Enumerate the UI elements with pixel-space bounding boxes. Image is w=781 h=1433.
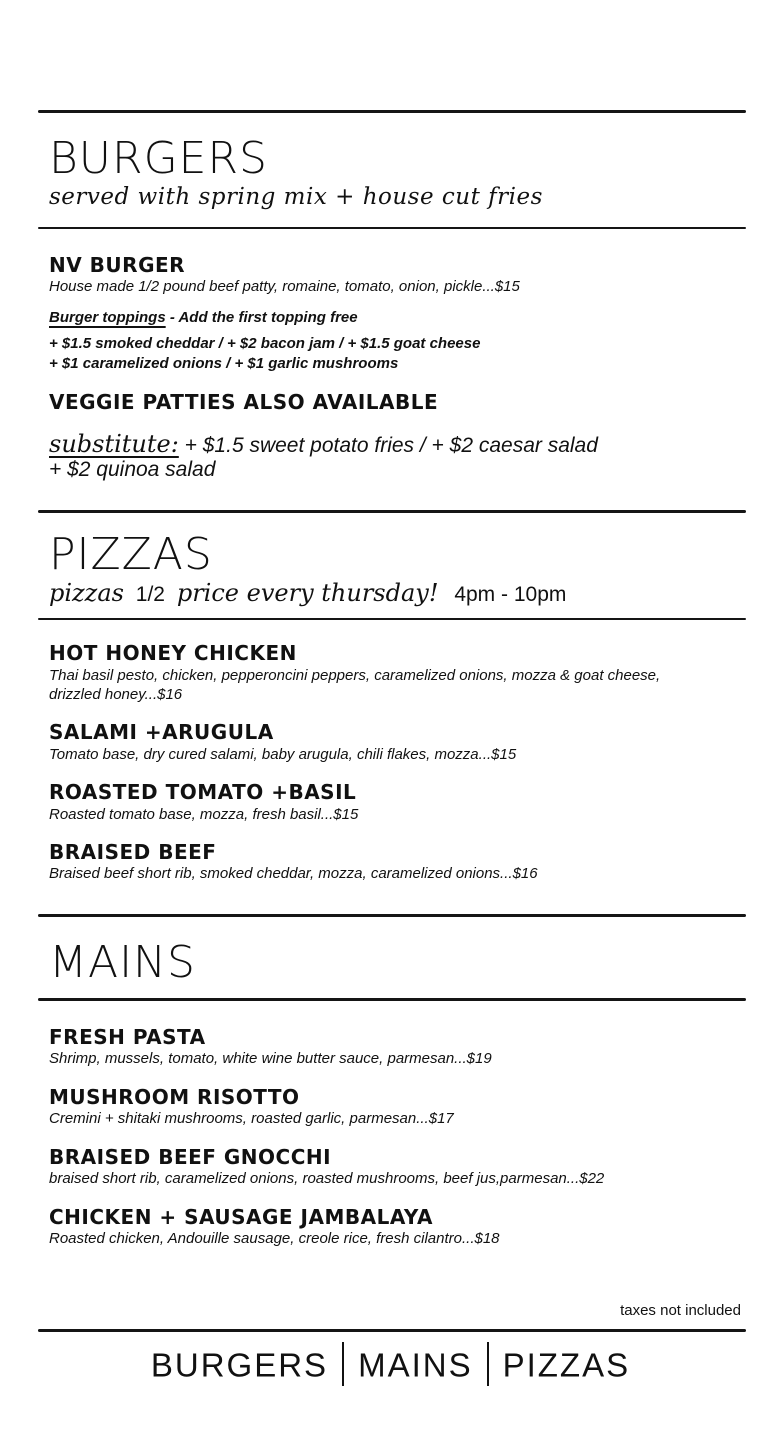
menu-item-name: ROASTED TOMATO +BASIL — [49, 780, 357, 804]
toppings-line: + $1.5 smoked cheddar / + $2 bacon jam / + $1.5 goat cheese — [49, 335, 481, 352]
menu-item-name: MUSHROOM RISOTTO — [49, 1085, 300, 1109]
substitute-options: + $2 quinoa salad — [49, 458, 216, 481]
toppings-header — [49, 309, 358, 326]
divider — [38, 1329, 746, 1332]
menu-item-description: braised short rib, caramelized onions, roasted mushrooms, beef jus,parmesan...$22 — [49, 1170, 605, 1187]
pizza-promo — [49, 579, 566, 607]
footer-nav-burgers[interactable]: BURGERS — [150, 1346, 329, 1384]
divider — [38, 227, 746, 229]
menu-item-description: Cremini + shitaki mushrooms, roasted garlic, parmesan...$17 — [49, 1110, 454, 1127]
footer-nav-mains[interactable]: MAINS — [358, 1346, 473, 1384]
menu-item-description: Shrimp, mussels, tomato, white wine butter sauce, parmesan...$19 — [49, 1050, 492, 1067]
substitute-options: + $1.5 sweet potato fries / + $2 caesar salad — [184, 434, 598, 457]
divider — [38, 618, 746, 620]
menu-item-name: BRAISED BEEF GNOCCHI — [49, 1145, 332, 1169]
toppings-line: + $1 caramelized onions / + $1 garlic mushrooms — [49, 355, 399, 372]
promo-script: pizzas — [49, 579, 124, 607]
menu-item-name: BRAISED BEEF — [49, 840, 217, 864]
menu-item-name: NV BURGER — [49, 253, 186, 277]
nav-separator — [342, 1342, 344, 1386]
divider — [38, 510, 746, 513]
promo-time: 4pm - 10pm — [454, 583, 567, 606]
toppings-note: - Add the first topping free — [169, 309, 358, 326]
toppings-label: Burger toppings — [49, 309, 166, 326]
section-title-burgers: BURGERS — [49, 133, 268, 184]
menu-item-description: Tomato base, dry cured salami, baby arugula, chili flakes, mozza...$15 — [49, 746, 517, 763]
menu-item-description: Roasted chicken, Andouille sausage, creole rice, fresh cilantro...$18 — [49, 1230, 500, 1247]
promo-half: 1/2 — [135, 583, 165, 606]
promo-script: price every thursday! — [176, 579, 439, 607]
divider — [38, 914, 746, 917]
footer-nav — [0, 1346, 781, 1390]
menu-item-name: HOT HONEY CHICKEN — [49, 641, 297, 665]
divider — [38, 998, 746, 1001]
divider — [38, 110, 746, 113]
nav-separator — [487, 1342, 489, 1386]
menu-item-description: House made 1/2 pound beef patty, romaine, tomato, onion, pickle...$15 — [49, 278, 520, 295]
menu-item-name: CHICKEN + SAUSAGE JAMBALAYA — [49, 1205, 433, 1229]
menu-item-description: Roasted tomato base, mozza, fresh basil...$15 — [49, 806, 359, 823]
menu-item-name: SALAMI +ARUGULA — [49, 720, 274, 744]
substitute-line — [49, 430, 598, 458]
taxes-note: taxes not included — [620, 1302, 741, 1319]
menu-item-name: FRESH PASTA — [49, 1025, 206, 1049]
footer-nav-pizzas[interactable]: PIZZAS — [502, 1346, 631, 1384]
menu-item-description: Braised beef short rib, smoked cheddar, mozza, caramelized onions...$16 — [49, 865, 538, 882]
section-title-pizzas: PIZZAS — [49, 529, 213, 580]
substitute-label: substitute: — [49, 430, 179, 458]
veggie-note: VEGGIE PATTIES ALSO AVAILABLE — [49, 390, 439, 414]
menu-item-description: Thai basil pesto, chicken, pepperoncini peppers, caramelized onions, mozza & goat cheese, drizzled honey...$16 — [49, 667, 661, 703]
burgers-subtitle: served with spring mix + house cut fries — [49, 184, 543, 210]
section-title-mains: MAINS — [49, 937, 196, 988]
